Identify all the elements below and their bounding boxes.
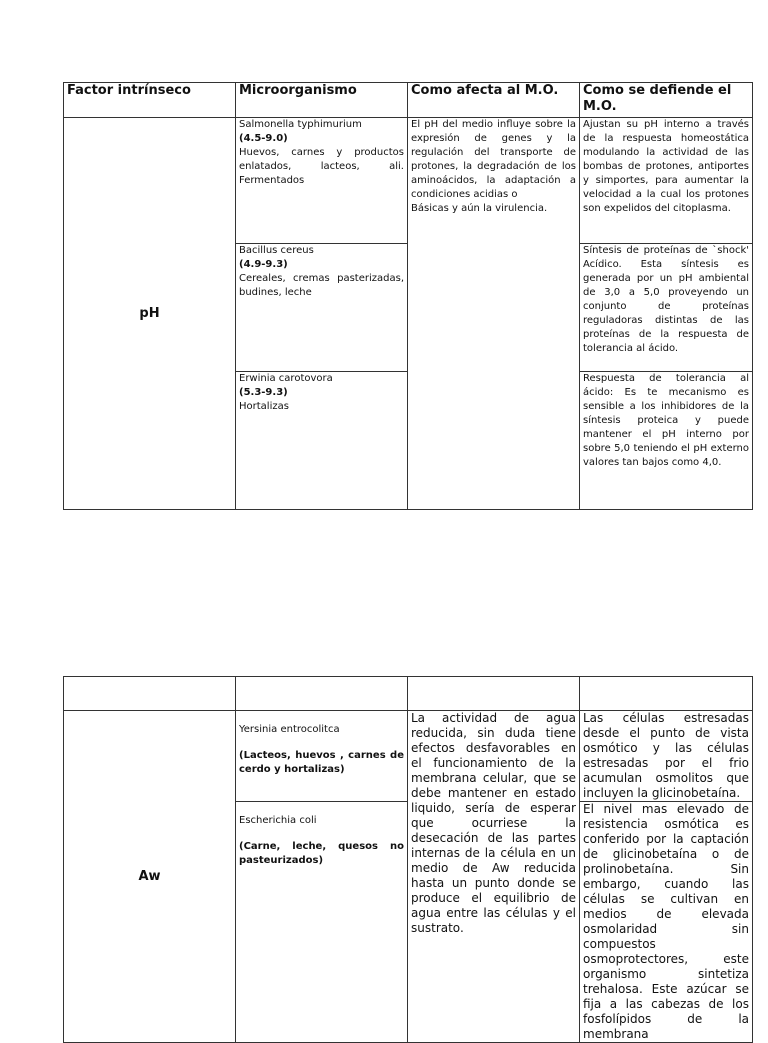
defense-cell bbox=[580, 711, 753, 802]
defense-cell bbox=[580, 802, 753, 1043]
organism-name: Salmonella typhimurium bbox=[239, 119, 362, 130]
factor-label: Aw bbox=[138, 869, 161, 884]
table-row bbox=[64, 118, 753, 244]
table-row bbox=[64, 711, 753, 802]
empty-header-cell bbox=[236, 677, 408, 711]
organism-foods: Huevos, carnes y productos enlatados, lacteos, ali. Fermentados bbox=[239, 147, 404, 186]
header-factor: Factor intrínseco bbox=[64, 83, 236, 118]
defense-cell bbox=[580, 118, 753, 244]
effect-text-2: Básicas y aún la virulencia. bbox=[411, 203, 548, 214]
empty-header-cell bbox=[64, 677, 236, 711]
organism-foods: (Lacteos, huevos , carnes de cerdo y hortalizas) bbox=[239, 750, 404, 775]
ph-range: (5.3-9.3) bbox=[239, 387, 288, 398]
defense-text: Ajustan su pH interno a través de la respuesta homeostática modulando la actividad de las bombas de protones, antiportes y simportes, para aumentar la velocidad a la cual los protones son expelidos del citoplasma. bbox=[583, 119, 749, 214]
organism-cell bbox=[236, 118, 408, 244]
defense-text: Síntesis de proteínas de `shock' Acídico. Esta síntesis es generada por un pH ambiental de 3,0 a 5,0 proveyendo un conjunto de proteínas reguladoras distintas de las proteínas de la respuesta de tolerancia al ácido. bbox=[583, 245, 749, 354]
organism-foods: Cereales, cremas pasterizadas, budines, leche bbox=[239, 273, 404, 298]
ph-range: (4.5-9.0) bbox=[239, 133, 288, 144]
empty-header-cell bbox=[408, 677, 580, 711]
factor-label: pH bbox=[139, 306, 160, 321]
effect-text: El pH del medio influye sobre la expresión de genes y la regulación del transporte de protones, la degradación de los aminoácidos, la adaptación a condiciones acidias o bbox=[411, 119, 576, 200]
factor-cell-ph bbox=[64, 118, 236, 510]
organism-cell bbox=[236, 372, 408, 510]
aw-table bbox=[63, 676, 753, 1043]
defense-cell bbox=[580, 244, 753, 372]
factor-cell-aw bbox=[64, 711, 236, 1043]
header-effect: Como afecta al M.O. bbox=[408, 83, 580, 118]
ph-range: (4.9-9.3) bbox=[239, 259, 288, 270]
effect-cell bbox=[408, 118, 580, 510]
defense-text: Las células estresadas desde el punto de vista osmótico y las células estresadas por el frio acumulan osmolitos que incluyen la glicinobetaína. bbox=[583, 711, 749, 800]
organism-name: Escherichia coli bbox=[239, 815, 317, 826]
organism-name: Erwinia carotovora bbox=[239, 373, 333, 384]
organism-name: Bacillus cereus bbox=[239, 245, 314, 256]
effect-text: La actividad de agua reducida, sin duda tiene efectos desfavorables en el funcionamiento de la membrana celular, que se debe mantener en estado liquido, sería de esperar que ocurriese la desecación de las partes internas de la célula en un medio de Aw reducida hasta un punto donde se produce el equilibrio de agua entre las células y el sustrato. bbox=[411, 711, 576, 935]
organism-name: Yersinia entrocolitca bbox=[239, 724, 340, 735]
defense-text: Respuesta de tolerancia al ácido: Es te mecanismo es sensible a los inhibidores de la síntesis proteica y puede mantener el pH interno por sobre 5,0 teniendo el pH externo valores tan bajos como 4,0. bbox=[583, 373, 749, 468]
organism-cell bbox=[236, 802, 408, 1043]
defense-cell bbox=[580, 372, 753, 510]
organism-cell bbox=[236, 711, 408, 802]
empty-header-cell bbox=[580, 677, 753, 711]
effect-cell bbox=[408, 711, 580, 1043]
ph-table bbox=[63, 82, 753, 510]
table-header-row bbox=[64, 677, 753, 711]
organism-foods: (Carne, leche, quesos no pasteurizados) bbox=[239, 841, 404, 866]
organism-cell bbox=[236, 244, 408, 372]
header-defense: Como se defiende el M.O. bbox=[580, 83, 753, 118]
table-header-row bbox=[64, 83, 753, 118]
defense-text: El nivel mas elevado de resistencia osmótica es conferido por la captación de glicinobetaína o de prolinobetaína. Sin embargo, cuando las células se cultivan en medios de elevada osmolaridad sin compuestos osmoprotectores, este organismo sintetiza trehalosa. Este azúcar se fija a las cabezas de los fosfolípidos de la membrana bbox=[583, 802, 749, 1041]
header-microorganism: Microorganismo bbox=[236, 83, 408, 118]
organism-foods: Hortalizas bbox=[239, 401, 289, 412]
